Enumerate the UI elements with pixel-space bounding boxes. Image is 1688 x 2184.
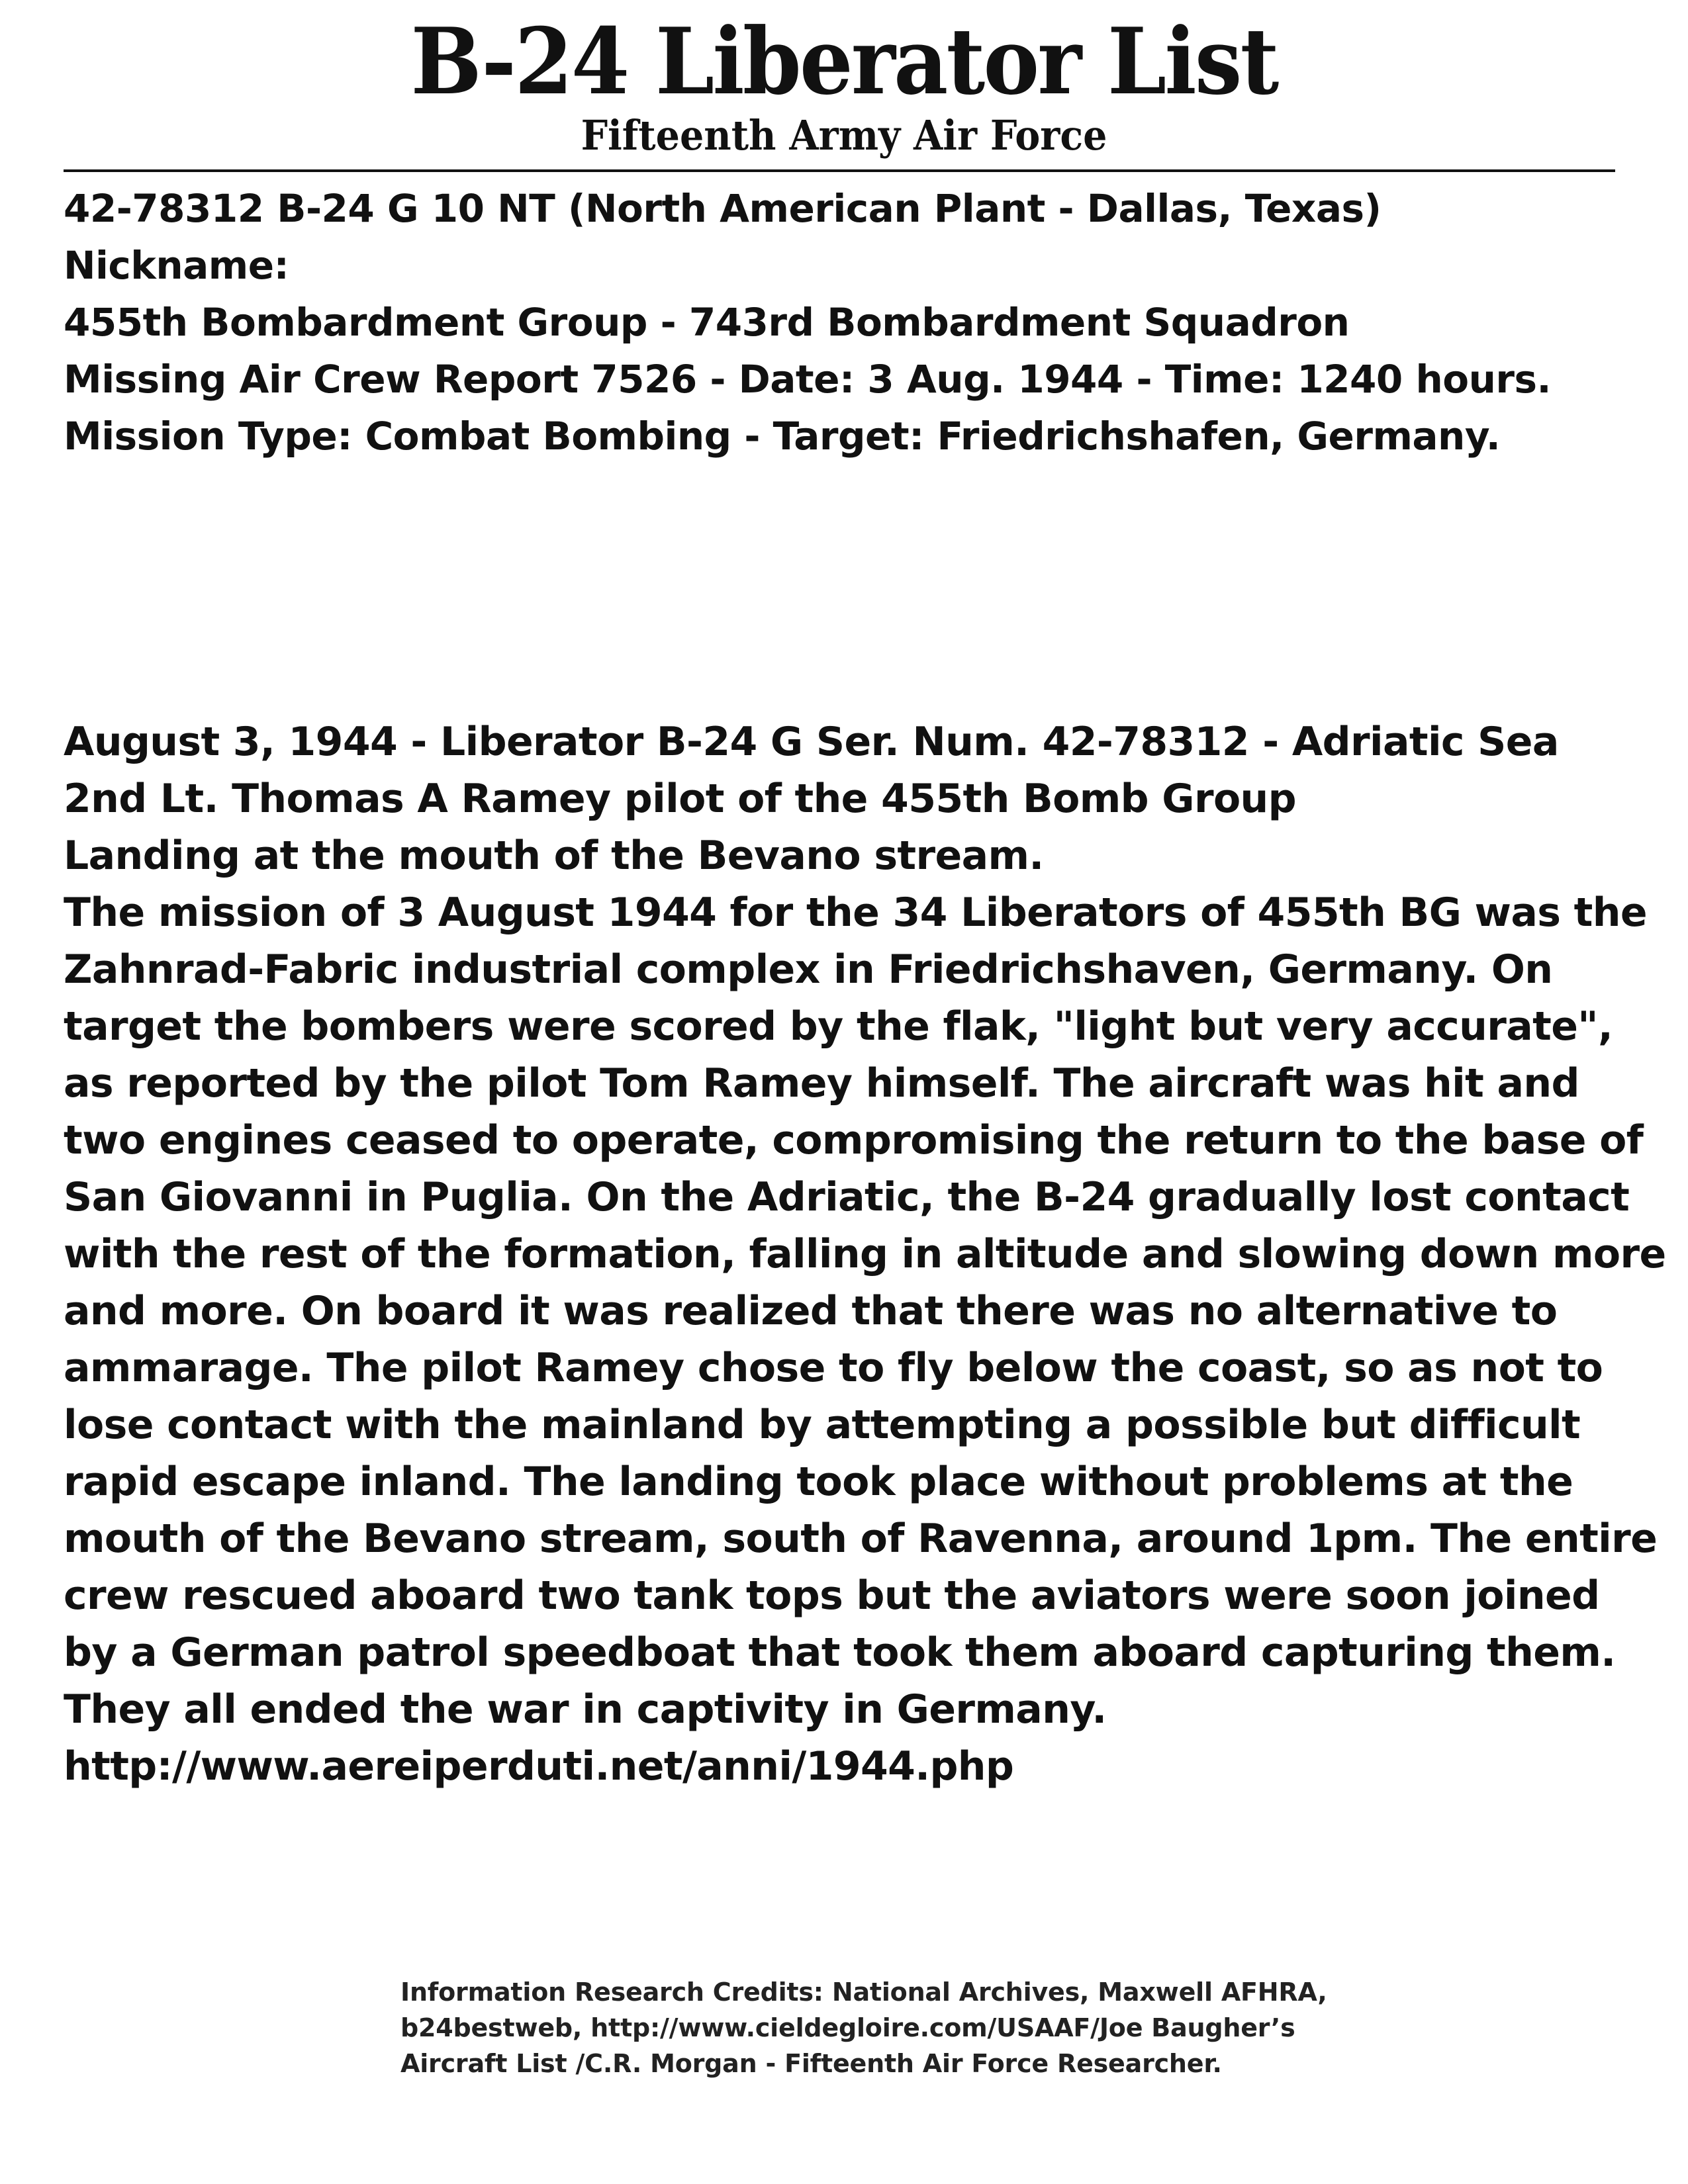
narrative-line: crew rescued aboard two tank tops but the aviators were soon joined [64,1572,1600,1619]
narrative-line: as reported by the pilot Tom Ramey himself. The aircraft was hit and [64,1060,1579,1107]
narrative-line: target the bombers were scored by the flak, "light but very accurate", [64,1003,1613,1050]
research-credits [400,1974,1460,2081]
credits-line: b24bestweb, http://www.cieldegloire.com/USAAF/Joe Baugher’s [400,2013,1295,2042]
aircraft-header [64,180,1652,465]
title-divider [64,169,1615,172]
narrative-line: San Giovanni in Puglia. On the Adriatic, the B-24 gradually lost contact [64,1174,1630,1220]
narrative-line: by a German patrol speedboat that took them aboard capturing them. [64,1629,1616,1676]
narrative-line: mouth of the Bevano stream, south of Ravenna, around 1pm. The entire [64,1516,1658,1562]
macr-line: Missing Air Crew Report 7526 - Date: 3 Aug. 1944 - Time: 1240 hours. [64,357,1552,402]
narrative-line: Landing at the mouth of the Bevano stream. [64,833,1044,879]
page-title: B-24 Liberator List [410,7,1278,115]
narrative-line: They all ended the war in captivity in Germany. [64,1686,1107,1733]
narrative-line: The mission of 3 August 1944 for the 34 Liberators of 455th BG was the [64,889,1647,936]
nickname-line: Nickname: [64,243,289,288]
credits-line: Aircraft List /C.R. Morgan - Fifteenth Air Force Researcher. [400,2049,1222,2078]
narrative-text [64,713,1666,1795]
narrative-line: with the rest of the formation, falling in altitude and slowing down more [64,1231,1666,1277]
narrative-line: lose contact with the mainland by attempting a possible but difficult [64,1402,1581,1448]
credits-line: Information Research Credits: National Archives, Maxwell AFHRA, [400,1978,1327,2007]
narrative-line: ammarage. The pilot Ramey chose to fly below the coast, so as not to [64,1345,1603,1391]
narrative-line: and more. On board it was realized that there was no alternative to [64,1288,1558,1334]
source-url: http://www.aereiperduti.net/anni/1944.php [64,1743,1014,1790]
narrative-line: rapid escape inland. The landing took place without problems at the [64,1459,1573,1505]
unit-line: 455th Bombardment Group - 743rd Bombardment Squadron [64,300,1350,345]
narrative-line: Zahnrad-Fabric industrial complex in Friedrichshaven, Germany. On [64,946,1553,993]
page-subtitle: Fifteenth Army Air Force [581,111,1107,159]
narrative-line: two engines ceased to operate, compromising the return to the base of [64,1117,1644,1163]
narrative-line: August 3, 1944 - Liberator B-24 G Ser. Num. 42-78312 - Adriatic Sea [64,719,1559,765]
narrative-line: 2nd Lt. Thomas A Ramey pilot of the 455th Bomb Group [64,776,1297,822]
serial-line: 42-78312 B-24 G 10 NT (North American Plant - Dallas, Texas) [64,186,1382,231]
mission-line: Mission Type: Combat Bombing - Target: Friedrichshafen, Germany. [64,414,1501,459]
